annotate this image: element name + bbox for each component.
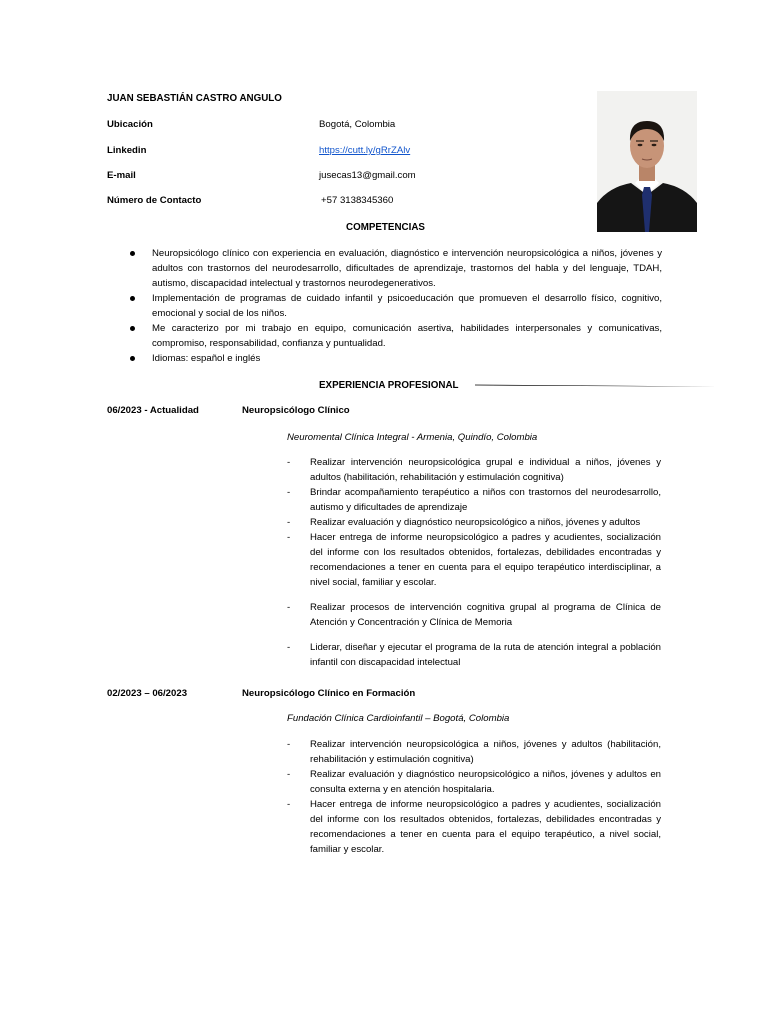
list-item xyxy=(130,351,662,366)
list-item-text: Realizar evaluación y diagnóstico neuropsicológico a niños, jóvenes y adultos en consulta externa y en atención hospitalaria. xyxy=(310,769,661,795)
job-organization: Neuromental Clínica Integral - Armenia, Quindío, Colombia xyxy=(287,432,538,443)
list-item xyxy=(287,600,661,630)
list-item xyxy=(287,485,661,515)
email-value: jusecas13@gmail.com xyxy=(319,170,416,181)
job-organization: Fundación Clínica Cardioinfantil – Bogotá, Colombia xyxy=(287,713,510,724)
list-item xyxy=(287,767,661,797)
task-marker: - xyxy=(287,532,291,543)
section-divider xyxy=(475,384,717,387)
list-item-text: Realizar evaluación y diagnóstico neuropsicológico a niños, jóvenes y adultos xyxy=(310,517,641,528)
list-item xyxy=(130,321,662,351)
list-item-text: Me caracterizo por mi trabajo en equipo, comunicación asertiva, habilidades interpersonales y comunicativas, compromiso, responsabilidad, confianza y puntualidad. xyxy=(152,323,662,349)
competencias-title: COMPETENCIAS xyxy=(346,222,425,233)
list-item-text: Hacer entrega de informe neuropsicológico a padres y acudientes, socialización del informe con los resultados obtenidos, fortalezas, debilidades encontradas y recomendaciones a tener en cuenta para el equipo terapéutico, a nivel social, familiar y escolar. xyxy=(310,799,661,855)
job-tasks xyxy=(287,455,661,670)
task-marker: - xyxy=(287,517,291,528)
list-item-text: Implementación de programas de cuidado infantil y psicoeducación que promueven el desarrollo físico, cognitivo, emocional y social de los niños. xyxy=(152,293,662,319)
location-label: Ubicación xyxy=(107,119,153,130)
linkedin-label: Linkedin xyxy=(107,145,147,156)
job-dates: 06/2023 - Actualidad xyxy=(107,405,199,416)
bullet-icon xyxy=(130,296,135,301)
list-item-text: Realizar intervención neuropsicológica grupal e individual a niños, jóvenes y adultos (habilitación, rehabilitación y estimulación cognitiva) xyxy=(310,457,661,483)
task-marker: - xyxy=(287,457,291,468)
job-dates: 02/2023 – 06/2023 xyxy=(107,688,188,699)
task-marker: - xyxy=(287,487,291,498)
job-tasks xyxy=(287,737,661,857)
list-item xyxy=(287,530,661,590)
list-item xyxy=(287,640,661,670)
list-item xyxy=(287,455,661,485)
list-item xyxy=(130,246,662,291)
list-item xyxy=(130,291,662,321)
profile-photo xyxy=(597,91,697,232)
phone-value: +57 3138345360 xyxy=(321,195,394,206)
list-item-text: Liderar, diseñar y ejecutar el programa de la ruta de atención integral a población infantil con discapacidad intelectual xyxy=(310,642,661,668)
list-item xyxy=(287,737,661,767)
location-value: Bogotá, Colombia xyxy=(319,119,396,130)
email-label: E-mail xyxy=(107,170,136,181)
job-role: Neuropsicólogo Clínico xyxy=(242,405,350,416)
bullet-icon xyxy=(130,326,135,331)
task-marker: - xyxy=(287,642,291,653)
bullet-icon xyxy=(130,251,135,256)
phone-label: Número de Contacto xyxy=(107,195,202,206)
experiencia-title: EXPERIENCIA PROFESIONAL xyxy=(319,380,459,391)
bullet-icon xyxy=(130,356,135,361)
list-item-text: Realizar procesos de intervención cognitiva grupal al programa de Clínica de Atención y Concentración y Clínica de Memoria xyxy=(310,602,661,628)
task-marker: - xyxy=(287,739,291,750)
competencias-list xyxy=(130,246,662,366)
task-marker: - xyxy=(287,602,291,613)
list-item-text: Brindar acompañamiento terapéutico a niños con trastornos del neurodesarrollo, autismo y dificultades de aprendizaje xyxy=(310,487,661,513)
list-item-text: Neuropsicólogo clínico con experiencia en evaluación, diagnóstico e intervención neuropsicológica a niños, jóvenes y adultos con trastornos del neurodesarrollo, dificultades de aprendizaje, trastornos del habla y del lenguaje, TDAH, autismo, discapacidad intelectual y trastornos neurodegenerativos. xyxy=(152,248,662,289)
list-item-text: Idiomas: español e inglés xyxy=(152,353,261,364)
linkedin-link[interactable]: https://cutt.ly/gRrZAlv xyxy=(319,145,411,156)
candidate-name: JUAN SEBASTIÁN CASTRO ANGULO xyxy=(107,93,282,104)
list-item-text: Realizar intervención neuropsicológica a niños, jóvenes y adultos (habilitación, rehabilitación y estimulación cognitiva) xyxy=(310,739,661,765)
job-role: Neuropsicólogo Clínico en Formación xyxy=(242,688,416,699)
list-item-text: Hacer entrega de informe neuropsicológico a padres y acudientes, socialización del informe con los resultados obtenidos, fortalezas, debilidades encontradas y recomendaciones a tener en cuenta para el equipo terapéutico interdisciplinar, a nivel social, familiar y escolar. xyxy=(310,532,661,588)
list-item xyxy=(287,797,661,857)
list-item xyxy=(287,515,661,530)
task-marker: - xyxy=(287,769,291,780)
task-marker: - xyxy=(287,799,291,810)
